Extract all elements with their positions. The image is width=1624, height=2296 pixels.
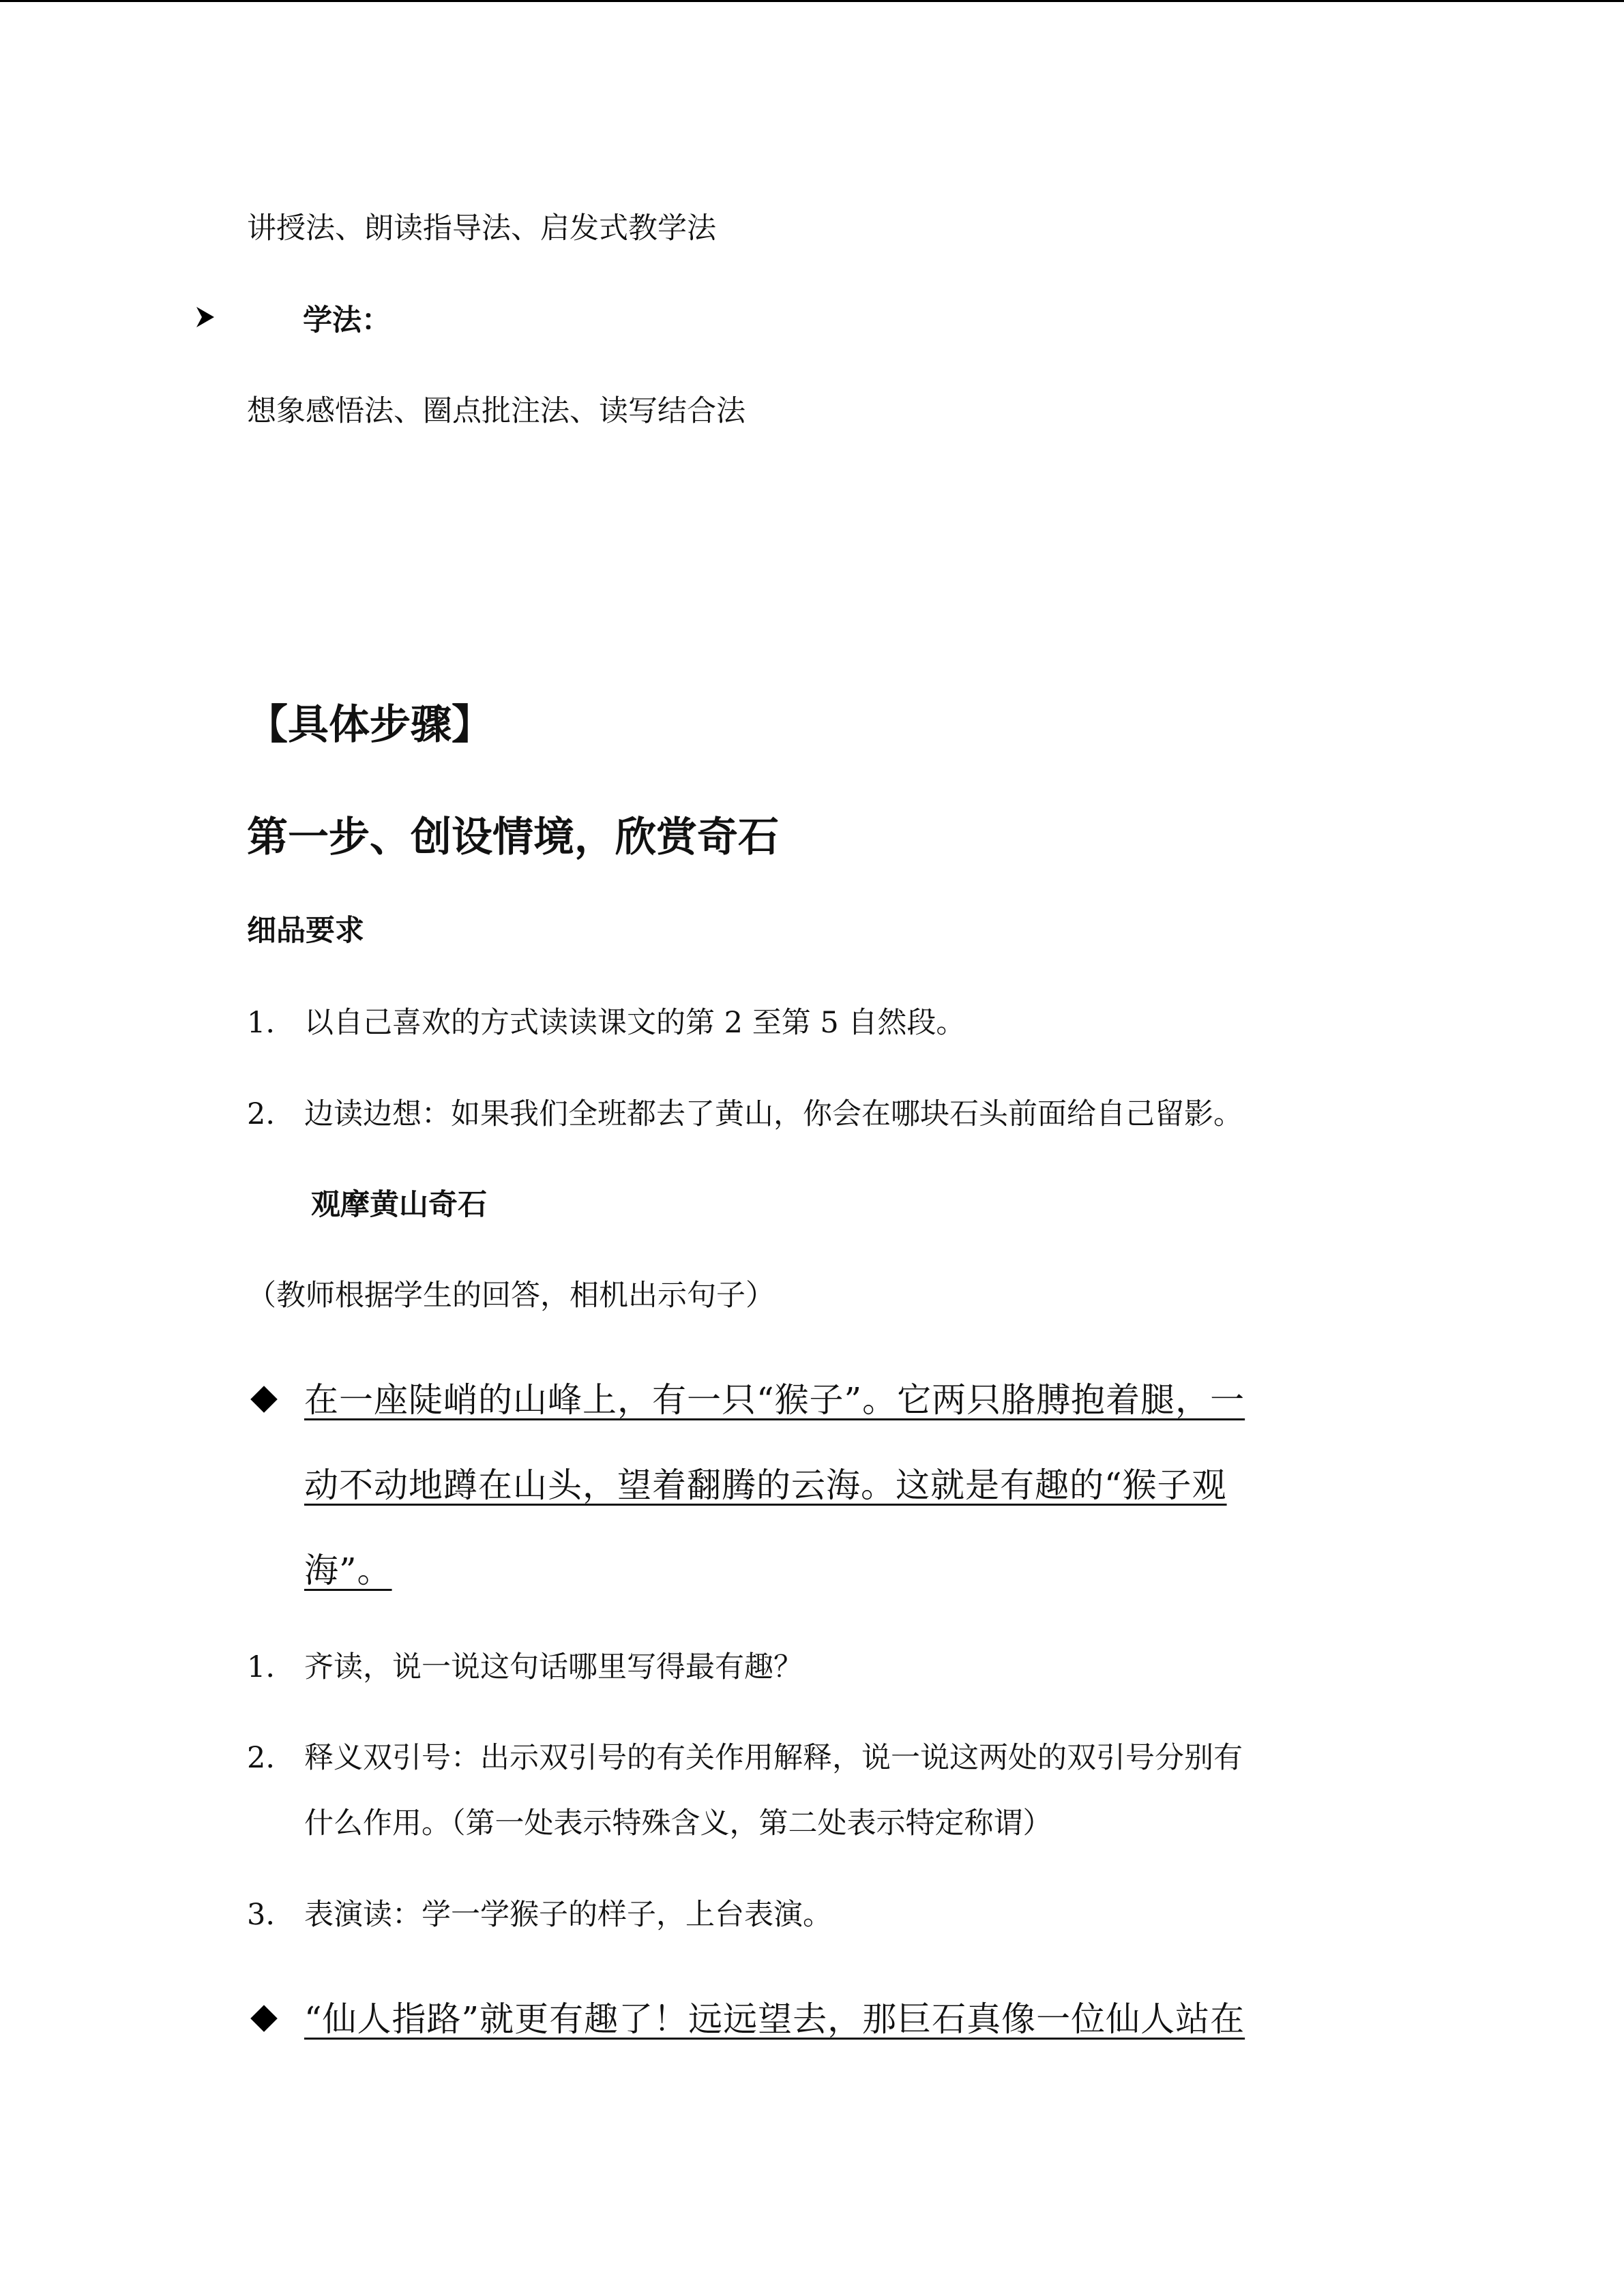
teaching-methods-text: 讲授法、朗读指导法、启发式教学法 bbox=[247, 211, 716, 245]
requirement-text: 以自己喜欢的方式读读课文的第 2 至第 5 自然段。 bbox=[304, 1006, 966, 1040]
activity-number: 3. bbox=[247, 1898, 276, 1932]
quote-line: 动不动地蹲在山头，望着翻腾的云海。这就是有趣的“猴子观 bbox=[304, 1465, 1227, 1505]
section-title: 【具体步骤】 bbox=[247, 701, 492, 749]
learning-methods-label: 学法： bbox=[303, 303, 391, 338]
activity-number: 2. bbox=[247, 1741, 276, 1775]
requirements-label: 细品要求 bbox=[247, 914, 364, 948]
quote-line: 海”。 bbox=[304, 1551, 392, 1590]
observe-label: 观摩黄山奇石 bbox=[311, 1188, 487, 1222]
teacher-note: （教师根据学生的回答，相机出示句子） bbox=[247, 1279, 775, 1313]
arrow-bullet-icon bbox=[195, 305, 216, 329]
activity-text: 齐读，说一说这句话哪里写得最有趣？ bbox=[304, 1650, 803, 1684]
quote-line: 在一座陡峭的山峰上，有一只“猴子”。它两只胳膊抱着腿，一 bbox=[304, 1380, 1245, 1420]
requirement-number: 2. bbox=[247, 1097, 276, 1131]
learning-methods-text: 想象感悟法、圈点批注法、读写结合法 bbox=[247, 394, 745, 428]
step1-title: 第一步、创设情境，欣赏奇石 bbox=[247, 814, 779, 861]
diamond-bullet-icon bbox=[250, 2005, 278, 2032]
page-top-border bbox=[0, 0, 1624, 2]
activity-text-continued: 什么作用。（第一处表示特殊含义，第二处表示特定称谓） bbox=[304, 1806, 1052, 1840]
activity-text: 表演读：学一学猴子的样子，上台表演。 bbox=[304, 1898, 832, 1932]
activity-text: 释义双引号：出示双引号的有关作用解释，说一说这两处的双引号分别有 bbox=[304, 1741, 1243, 1775]
requirement-number: 1. bbox=[247, 1006, 276, 1040]
quote-line: “仙人指路”就更有趣了！远远望去，那巨石真像一位仙人站在 bbox=[304, 1999, 1245, 2039]
requirement-text: 边读边想：如果我们全班都去了黄山，你会在哪块石头前面给自己留影。 bbox=[304, 1097, 1243, 1131]
activity-number: 1. bbox=[247, 1650, 276, 1684]
diamond-bullet-icon bbox=[250, 1386, 278, 1413]
